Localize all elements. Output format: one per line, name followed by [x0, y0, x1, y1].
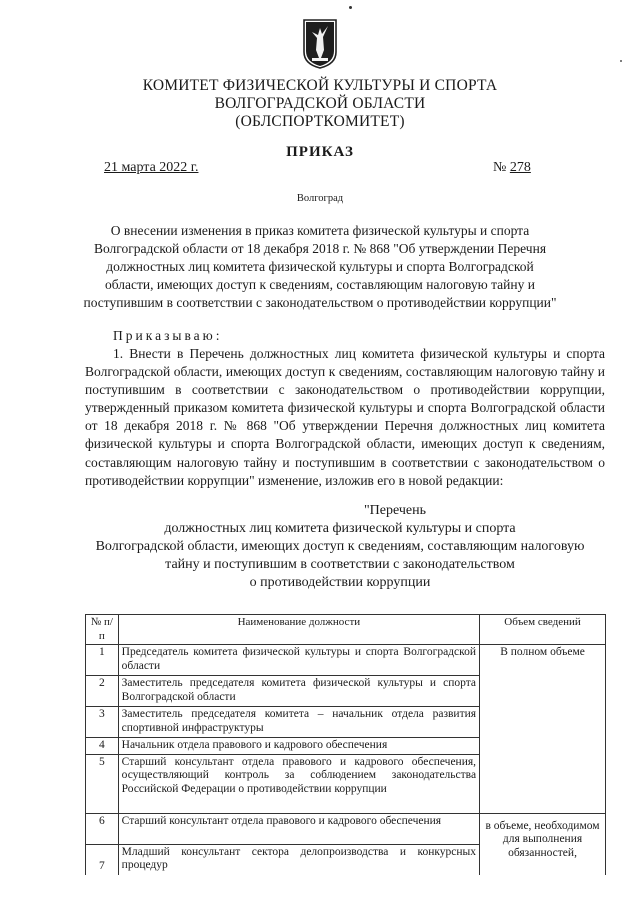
- paragraph-1-text: 1. Внести в Перечень должностных лиц комитета физической культуры и спорта Волгоградской области, имеющих доступ к сведениям, составляющим налоговую тайну и поступившим в соответствии с законодательством о противодействии коррупции, утвержденный приказом комитета физической культуры и спорта Волгоградской области от 18 декабря 2018 г. № 868 "Об утверждении Перечня должностных лиц комитета физической культуры и спорта Волгоградской области, имеющих доступ к сведениям, составляющим налоговую тайну и поступившим в соответствии с законодательством о противодействии коррупции" изменение, изложив его в новой редакции:: [85, 346, 605, 488]
- order-number-value: 278: [509, 160, 531, 175]
- coat-of-arms-emblem: [300, 18, 340, 70]
- paragraph-1: [85, 345, 605, 490]
- document-type: ПРИКАЗ: [286, 144, 354, 160]
- row-number: 1: [86, 645, 119, 676]
- subject-line: поступившим в соответствии с законодательством о противодействии коррупции": [83, 295, 557, 310]
- order-word-line: [85, 327, 605, 345]
- list-title: [60, 502, 620, 592]
- order-subject: [40, 222, 600, 312]
- subject-line: должностных лиц комитета физической культуры и спорта Волгоградской: [106, 259, 534, 274]
- row-position: Начальник отдела правового и кадрового обеспечения: [118, 738, 479, 755]
- list-title-line: о противодействии коррупции: [249, 575, 431, 590]
- row-position: Председатель комитета физической культуры и спорта Волгоградской области: [118, 645, 479, 676]
- positions-table: [85, 614, 606, 875]
- scope-partial: в объеме, необходимом для выполнения обязанностей,: [480, 813, 606, 875]
- subject-line: Волгоградской области от 18 декабря 2018 г. № 868 "Об утверждении Перечня: [93, 241, 547, 256]
- subject-line: области, имеющих доступ к сведениям, составляющим налоговую тайну и: [105, 277, 535, 292]
- row-number: 4: [86, 738, 119, 755]
- list-title-line: Волгоградской области, имеющих доступ к сведениям, составляющим налоговую: [95, 539, 585, 554]
- row-number: 6: [86, 813, 119, 844]
- table-row: [86, 645, 606, 676]
- row-position: Заместитель председателя комитета – начальник отдела развития спортивной инфраструктуры: [118, 707, 479, 738]
- row-position: Младший консультант сектора делопроизводства и конкурсных процедур: [118, 844, 479, 875]
- org-name-line-3: (ОБЛСПОРТКОМИТЕТ): [235, 113, 405, 130]
- order-number-prefix: №: [493, 160, 507, 175]
- org-name-line-1: КОМИТЕТ ФИЗИЧЕСКОЙ КУЛЬТУРЫ И СПОРТА: [142, 77, 498, 94]
- header-scope: Объем сведений: [480, 615, 606, 645]
- order-date: 21 марта 2022 г.: [104, 160, 199, 175]
- city: Волгоград: [296, 193, 344, 204]
- subject-line: О внесении изменения в приказ комитета физической культуры и спорта: [110, 223, 530, 238]
- header-num: № п/п: [86, 615, 119, 645]
- row-position: Старший консультант отдела правового и кадрового обеспечения, осуществляющий контроль за соблюдением законодательства Российской Федерации о противодействии коррупции: [118, 754, 479, 813]
- order-word: Приказываю:: [113, 328, 223, 343]
- row-number: 5: [86, 754, 119, 813]
- scan-speck: [349, 6, 352, 9]
- order-number: [493, 160, 531, 176]
- scope-full: В полном объеме: [480, 645, 606, 814]
- scan-speck: [620, 60, 622, 62]
- row-number: 3: [86, 707, 119, 738]
- table-header-row: [86, 615, 606, 645]
- org-name-line-2: ВОЛГОГРАДСКОЙ ОБЛАСТИ: [214, 95, 426, 112]
- row-number: 7: [86, 844, 119, 875]
- row-number: 2: [86, 676, 119, 707]
- row-position: Старший консультант отдела правового и кадрового обеспечения: [118, 813, 479, 844]
- list-title-line: тайну и поступившим в соответствии с законодательством: [165, 557, 515, 572]
- row-position: Заместитель председателя комитета физической культуры и спорта Волгоградской области: [118, 676, 479, 707]
- list-title-line: "Перечень: [363, 503, 427, 518]
- list-title-line: должностных лиц комитета физической культуры и спорта: [164, 521, 516, 536]
- table-row: [86, 813, 606, 844]
- header-position: Наименование должности: [118, 615, 479, 645]
